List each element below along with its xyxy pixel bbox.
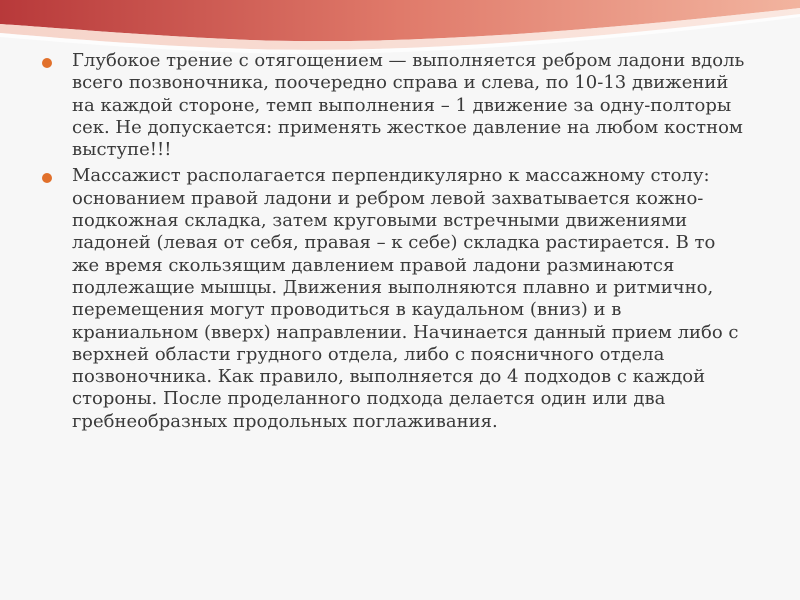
bullet-text: Массажист располагается перпендикулярно к массажному столу: основанием правой ладони и ребром левой захватывается кожно-подкожная складка, затем круговыми встречными движениями ладоней (левая от себя, правая – к себе) складка растирается. В то же время скользящим давлением правой ладони разминаются подлежащие мышцы. Движения выполняются плавно и ритмично, перемещения могут проводиться в каудальном (вниз) и в краниальном (вверх) направлении. Начинается данный прием либо с верхней области грудного отдела, либо с поясничного отдела позвоночника. Как правило, выполняется до 4 подходов с каждой стороны. После проделанного подхода делается один или два гребнеобразных продольных поглаживания. [72, 165, 739, 432]
bullet-dot-icon [42, 58, 52, 68]
slide-body [42, 50, 747, 437]
bullet-item-2 [42, 165, 747, 433]
bullet-dot-icon [42, 173, 52, 183]
bullet-text: Глубокое трение с отягощением — выполняется ребром ладони вдоль всего позвоночника, поочередно справа и слева, по 10-13 движений на каждой стороне, темп выполнения – 1 движение за одну-полторы сек. Не допускается: применять жесткое давление на любом костном выступе!!! [72, 50, 745, 161]
bullet-item-1 [42, 50, 747, 161]
